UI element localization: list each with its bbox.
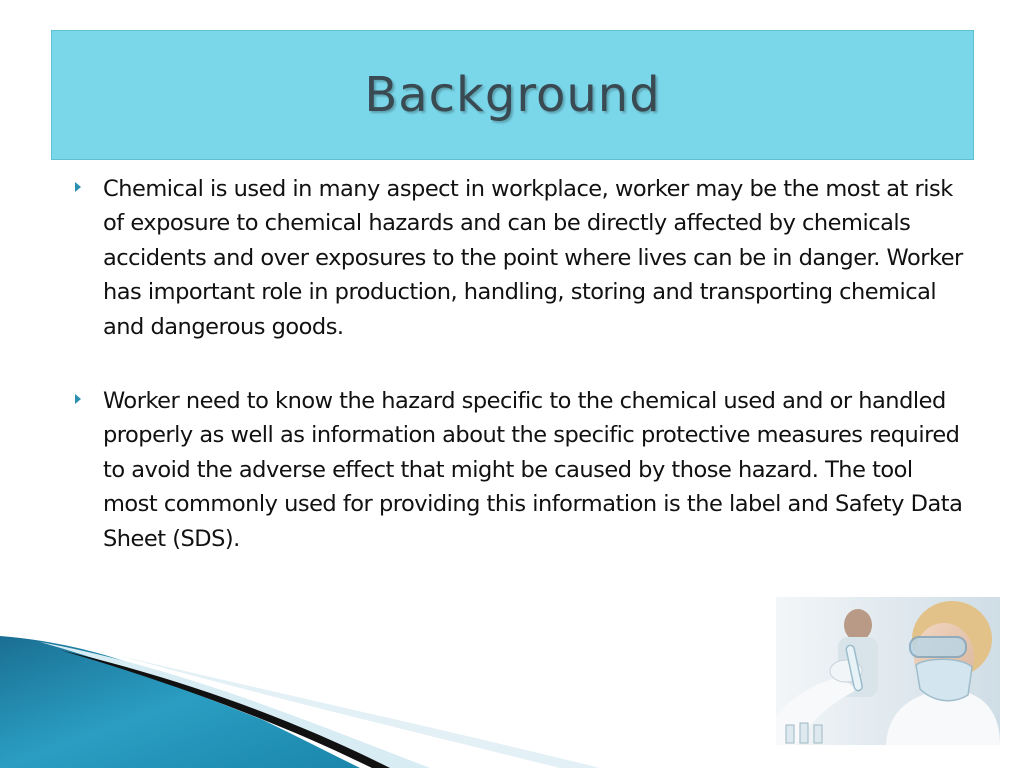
lab-worker-photo [776, 597, 1000, 745]
triangle-bullet-icon [75, 182, 81, 192]
list-item [72, 172, 972, 344]
scientist-image [776, 597, 1000, 745]
bullet-text: Chemical is used in many aspect in workplace, worker may be the most at risk of exposure to chemical hazards and can be directly affected by chemicals accidents and over exposures to the point where lives can be in danger. Worker has important role in production, handling, storing and transporting chemical and dangerous goods. [103, 176, 963, 340]
list-item [72, 384, 972, 556]
triangle-bullet-icon [75, 394, 81, 404]
bullet-text: Worker need to know the hazard specific to the chemical used and or handled properly as well as information about the specific protective measures required to avoid the adverse effect that might be caused by those hazard. The tool most commonly used for providing this information is the label and Safety Data Sheet (SDS). [103, 388, 963, 552]
bullet-list [72, 172, 972, 596]
title-bar [51, 30, 974, 160]
slide-title: Background [364, 67, 661, 123]
